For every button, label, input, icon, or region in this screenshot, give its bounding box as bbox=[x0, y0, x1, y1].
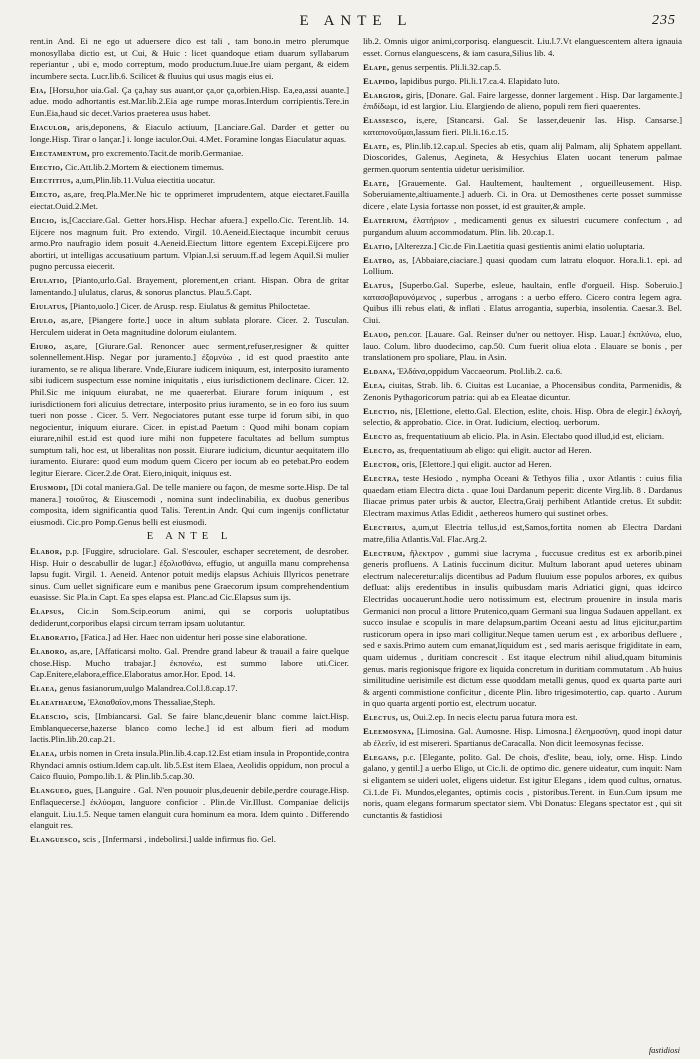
entry-headword: Elabor, bbox=[30, 546, 63, 557]
dictionary-entry bbox=[363, 445, 682, 457]
page-number: 235 bbox=[652, 13, 676, 28]
entry-text: as,are, [Piangere forte.] uoce in altum sublata plorare. Cicer. 2. Tusculan. Herculem uiderat in Oeta magnitudine dolorum eiulantem. bbox=[30, 314, 349, 337]
entry-headword: Electus, bbox=[363, 712, 399, 723]
entry-text: nis, [Elettione, eletto.Gal. Election, eslite, chois. Hisp. Obra de elegir.] ἐκλογή, selectio, & approbatio. Cice. in Orat. Iudicium, electioq. uerborum. bbox=[363, 405, 682, 428]
entry-headword: Elape, bbox=[363, 61, 390, 72]
entry-headword: Electra, bbox=[363, 473, 400, 484]
dictionary-entry bbox=[363, 115, 682, 138]
entry-text: oris, [Elettore.] qui eligit. auctor ad Heren. bbox=[401, 459, 552, 470]
entry-headword: Elegans, bbox=[363, 751, 399, 762]
entry-text: [Grauemente. Gal. Haultement, haultement , orgueilleusement. Hisp. Soberuiamente,altiuamente.] aduerb. Ci. in Ora. ut Demosthenes certe posset summisse dicere , elate Lysia fortasse non posset, id est grauiter,& ample. bbox=[363, 177, 682, 212]
dictionary-entry bbox=[30, 122, 349, 145]
dictionary-entry bbox=[363, 178, 682, 213]
dictionary-entry bbox=[30, 189, 349, 212]
dictionary-entry bbox=[363, 76, 682, 88]
right-column bbox=[363, 36, 682, 1051]
entry-text: ἤλεκτρον , gummi siue lacryma , fuccusue creditus est ex arborib.pinei generis profluens. A Latinis fuccinum dicitur. Multum laborant apud ueteres ubinam electrum naleceretur:alijs dicentibus ad Padum fluuium esse populos arbores, ex quibus defluat: alijs eredentibus in insulis quibusdam maris Adriatici gigni, quas idcirco Electridas uocauerunt.hodie uero notissimum est, electrum prouenire in insula maris Germanici non procul a littore Prutenico,quam Germani sua lingua Sudauen appellant. ex succo insulae e scopulis in mare delapsum,partim Oceani aestu ad litus ejicitur,partim rusticorum opera in ipso mari colligitur.Neque tamen uerum est , ex arboribus defluere , sed e saxis.Primo autem cum emanat,liquidum est , sed maris aerisque frigiditate in eam, quam uidemus , duritiam concrescit . Est itaque electrum nihil aliud,quam bituminis genus. maris regionisque frigore ex liquida concretum in duritiam commutatum . Ab huius similitudine uerisimile est dictum esse quoddam metalli genus, quod ex quarta parte auri & argenti commistione conficitur , dicente Plin. libro trigesimotertio, cap. quarto . Aurum in quo quarta argenti portio est, electrum uocatur. bbox=[363, 547, 682, 709]
entry-headword: Eiectio, bbox=[30, 161, 63, 172]
dictionary-entry bbox=[30, 834, 349, 846]
dictionary-entry bbox=[30, 683, 349, 695]
dictionary-entry bbox=[363, 280, 682, 326]
left-column bbox=[30, 36, 349, 1051]
entry-headword: Eiecto, bbox=[30, 189, 61, 200]
entry-headword: Eia, bbox=[30, 84, 47, 95]
dictionary-entry bbox=[363, 459, 682, 471]
entry-headword: Elaea, bbox=[30, 683, 58, 694]
entry-text: Cic.in Som.Scip.eorum animi, qui se corporis uoluptatibus dediderunt,corporibus elapsi circum terram ipsam uolutantur. bbox=[30, 606, 349, 628]
entry-headword: Elassesco, bbox=[363, 115, 407, 126]
entry-text: lib.2. Omnis uigor animi,corporisq. elanguescit. Liu.l.7.Vt elanguescentem altera ignauia esset. Cornus elanguescens, & iam casura,Silius lib. 4. bbox=[363, 36, 682, 58]
dictionary-entry bbox=[30, 697, 349, 709]
dictionary-entry bbox=[30, 85, 349, 120]
entry-headword: Elate, bbox=[363, 140, 390, 151]
dictionary-entry bbox=[30, 711, 349, 746]
header-title: E ANTE L bbox=[299, 13, 413, 29]
entry-headword: Eiectitius, bbox=[30, 175, 74, 186]
entry-headword: Elauo, bbox=[363, 328, 391, 339]
dictionary-entry bbox=[363, 380, 682, 403]
entry-headword: Elatro, bbox=[363, 254, 395, 265]
entry-text: genus serpentis. Pli.li.32.cap.5. bbox=[391, 61, 502, 72]
dictionary-entry bbox=[363, 329, 682, 364]
entry-headword: Elangueo, bbox=[30, 785, 73, 796]
entry-text: [Limosina. Gal. Aumosne. Hisp. Limosna.] ἐλεημοσύνη, quod inopi datur ab ἐλεεῖν, id est misereri. Spartianus deCaracalla. Non dicit leemosynas fecisse. bbox=[363, 726, 682, 748]
entry-headword: Elector, bbox=[363, 459, 400, 470]
entry-text: teste Hesiodo , nympha Oceani & Tethyos filia , uxor Atlantis : cuius filia quaedam etiam Electra dicta . quae Ioui Dardanum peperit: dicente Virg.lib. 8 . Dardanus Iliacae primus pater urbis & auctor, Electra,Graij perhibent Atlantide cretus. Et subdit: Electram maximus Atlas Edidit , aethereos humero qui sustinet orbes. bbox=[363, 473, 682, 518]
entry-text: as,are, freq.Pla.Mer.Ne hic te opprimeret imprudentem, atque eiectaret.Fauilla eiectat.Ouid.2.Met. bbox=[30, 189, 349, 212]
entry-text: as, [Abbaiare,ciaciare.] quasi quodam cum latratu eloquor. Hora.li.1. epi. ad Lollium. bbox=[363, 254, 682, 277]
entry-text: lapidibus purgo. Pli.li.17.ca.4. Elapidato luto. bbox=[399, 75, 560, 86]
entry-text: genus fasianorum,uulgo Malandrea.Col.l.8.cap.17. bbox=[59, 683, 238, 694]
entry-text: aris,deponens, & Eiaculo actiuum, [Lanciare.Gal. Darder et getter ou longe.Hisp. Tirar o lançar.] i. longe iaculor.Oui. 4.Met. Foramine longas Eiaculatur aquas. bbox=[30, 121, 349, 144]
catchword: fastidiosi bbox=[648, 1045, 680, 1055]
entry-headword: Eleemosyna, bbox=[363, 726, 415, 737]
entry-text: [Alterezza.] Cic.de Fin.Laetitia quasi gestientis animi elatio uoluptaria. bbox=[394, 240, 645, 251]
entry-headword: Elaeathaeum, bbox=[30, 697, 87, 708]
text-columns bbox=[30, 36, 682, 1051]
entry-text: p.c. [Elegante, polito. Gal. De chois, d'eslite, beau, ioly, orne. Hisp. Lindo galano, y gentil.] a uerbo Eligo, ut Cic.li. de optimo dic. genere uideatur, cum inquit: Nam si eligantem se uideri uolet, eligens uidetur. Est igitur Elegans , idem quod cultus, ornatus. Ci.1.de Fi. Mundos,elegantes, optimis cocis , pistoribus.Terent. in Eun.Cum ipsum me noris, quam elegans formarum spectator siem. Vbi Donatus: Elegans spectator est , qui sit cunctantis & fastidiosi bbox=[363, 751, 682, 820]
dictionary-entry bbox=[30, 785, 349, 831]
dictionary-entry bbox=[30, 162, 349, 174]
dictionary-entry bbox=[30, 315, 349, 338]
entry-text: [Pianto,urlo.Gal. Brayement, plorement,en criant. Hispan. Obra de gritar lamentando.] ululatus, clarus, & sonorus planctus. Plau.5.Capt. bbox=[30, 275, 349, 297]
section-heading: E ANTE L bbox=[146, 531, 233, 543]
dictionary-entry bbox=[363, 752, 682, 822]
entry-headword: Elaboro, bbox=[30, 645, 68, 656]
dictionary-entry bbox=[363, 141, 682, 176]
dictionary-entry bbox=[363, 548, 682, 710]
dictionary-entry bbox=[30, 748, 349, 783]
dictionary-entry bbox=[30, 646, 349, 681]
dictionary-entry bbox=[30, 36, 349, 82]
entry-text: a,um,ut Electria tellus,id est,Samos,fortita nomen ab Electra Dardani matre,filia Atlantis.Val. Flac.Arg.2. bbox=[363, 521, 682, 544]
dictionary-entry bbox=[30, 215, 349, 273]
entry-headword: Electrius, bbox=[363, 521, 406, 532]
entry-text: as, frequentatiuum ab elicio. Pla. in Asin. Electabo quod illud,id est, eliciam. bbox=[394, 431, 665, 442]
dictionary-entry bbox=[363, 62, 682, 74]
entry-headword: Elargior, bbox=[363, 89, 404, 100]
entry-text: as,are, [Affaticarsi molto. Gal. Prendre grand labeur & trauail a faire quelque chose.Hisp. Mucho trabajar.] ἐκπονέω, est summo labore uti.Cicer. Cap.Enitere,elabora,effice.Elaboratus amor.Hor. Epod. 14. bbox=[30, 645, 349, 680]
dictionary-entry bbox=[363, 255, 682, 278]
entry-text: pro excremento.Tacit.de morib.Germaniae. bbox=[92, 147, 244, 158]
entry-headword: Eiulo, bbox=[30, 314, 56, 325]
dictionary-entry bbox=[30, 175, 349, 187]
entry-text: Ἐλδάνα,oppidum Vaccaeorum. Ptol.lib.2. ca.6. bbox=[397, 366, 563, 377]
entry-text: [Fatica.] ad Her. Haec non uidentur heri posse sine elaboratione. bbox=[80, 631, 308, 642]
entry-headword: Elatio, bbox=[363, 240, 393, 251]
dictionary-entry bbox=[363, 522, 682, 545]
entry-headword: Elapido, bbox=[363, 75, 398, 86]
entry-text: p.p. [Fuggire, sdruciolare. Gal. S'escouler, eschaper secretement, de desrober. Hisp. Huir o descabullir de lugar.] ἐξολισθάνω, effugio, ut anguilla manu comprehensa lapsu fugit. Virgil. 1. Aeneid. Antenor potuit medijs elapsus Achiuis Illyricos penetrare sinus. Cum uellet significare eum e manibus pene Graecorum ipsum comprehendentium euasisse. Sic Pla.in Capt. Ea spes elapsa est. Planc.ad Cic.Elapsus sum ijs. bbox=[30, 546, 349, 603]
entry-headword: Elaea, bbox=[30, 748, 58, 759]
entry-headword: Eiulatio, bbox=[30, 275, 68, 286]
entry-headword: Eiulatus, bbox=[30, 300, 68, 311]
dictionary-entry bbox=[363, 712, 682, 724]
entry-text: giris, [Donare. Gal. Faire largesse, donner largement . Hisp. Dar largamente.] ἐπιδίδωμι, id est largior. Liu. Elargiendo de alieno, populi rem fieri quaerentes. bbox=[363, 89, 682, 112]
dictionary-entry bbox=[363, 90, 682, 113]
entry-headword: Elaterium, bbox=[363, 215, 408, 226]
entry-text: ciuitas, Strab. lib. 6. Ciuitas est Lucaniae, a Phocensibus condita, Parmenidis, & Zenonis Pythagoricorum patria: qui ab ea Eleatae dicuntur. bbox=[363, 380, 682, 402]
entry-text: gues, [Languire . Gal. N'en pouuoir plus,deuenir debile,perdre courage.Hisp. Enflaquecerse.] ἐκλύομαι, languore conficior . Plin.de Vir.Illust. Companiae delicijs elanguit. Liu.1.5. Neque tamen elanguit cura hominum ea mora. Idem quinto . Differendo elanguit res. bbox=[30, 785, 349, 831]
dictionary-entry bbox=[363, 215, 682, 238]
entry-headword: Elea, bbox=[363, 380, 386, 391]
entry-headword: Eiicio, bbox=[30, 215, 57, 226]
entry-headword: Elatus, bbox=[363, 280, 394, 291]
entry-text: ἐλατήριον , medicamenti genus ex siluestri cucumere confectum , ad purgandum aluum accommodatum. Plin. lib. 20.cap.1. bbox=[363, 215, 682, 237]
dictionary-entry bbox=[30, 275, 349, 298]
entry-text: [Di cotal maniera.Gal. De telle maniere ou façon, de mesme sorte.Hisp. De tal manera.] τοιοῦτος, & Eiuscemodi , nomina sunt indeclinabilia, ex duobus generibus composita, idem significantia quod Talis. Terent.in Andr. Qui cum ingenijs conflictatur eiusmodi. Cic.pro Pomp.Genus belli est eiusmodi. bbox=[30, 482, 349, 527]
entry-text: Cic.Att.lib.2.Mortem & eiectionem timemus. bbox=[65, 161, 224, 172]
dictionary-entry bbox=[30, 632, 349, 644]
dictionary-entry bbox=[30, 482, 349, 528]
dictionary-entry bbox=[363, 36, 682, 59]
entry-text: is,ere, [Stancarsi. Gal. Se lasser,deuenir las. Hisp. Cansarse.] καταπονοῦμαι,lassum fieri. Pli.li.16.c.15. bbox=[363, 115, 682, 137]
entry-text: pen.cor. [Lauare. Gal. Reinser du'ner ou nettoyer. Hisp. Lauar.] ἐκπλύνω, eluo, lauo. Colum. libro duodecimo, cap.50. Cum fuerit oliua elota . Elauare se bonis , per translationem pro spoliare, Plau. in Asin. bbox=[363, 328, 682, 363]
entry-text: Ἐλαιαθαῖον,mons Thessaliae,Steph. bbox=[88, 697, 216, 708]
entry-text: scis , [Infermarsi , indebolirsi.] ualde infirmus fio. Gel. bbox=[82, 834, 276, 845]
entry-text: as,are, [Giurare.Gal. Renoncer auec serment,refuser,resigner & quitter solennellement.Hisp. Negar por juramento.] ἐξομνύω , id est quod praestito ante iuramento, se re aliqua liberare. Vnde,Eiurare iudicem iniquum, est, interposito iuramento sibi iudicem suspectum esse nomine iniquitatis , eius iurisdictionem declinare. Cicer. 12. Phil.Sic me iniquum eiurabat, ne me quaererbat. Eiurare forum iniquum , est iurisdictionem fori alicuius detrectare, interposito prius iuramento, se in eo foro ius suum tueri non posse . Cicer. 5. Verr. Negociatores putant esse turpe id forum sibi, in quo negocientur, iniquum eiurare. Cicer. in epist.ad Paetum : Quod mihi bonam copiam eiurare,nihil est.id est quod iure mihi non fuppetere facultates ad bellum sumptus sumptum tali, hoc est, ut liberalitas non possit. Eiurare iudicium, dicuntur aequitatem illo iuramento. Eiurare: quod eum modum quem Cicero per iocum ab eo petebat.Pro eodem legitur Eierare. Cicer.2.de Orat. Eiero,iniquit, iniquus est. bbox=[30, 340, 349, 479]
entry-text: es, Plin.lib.12.cap.ul. Species ab etis, quam alij Palmam, alij Sphatem appellant. Dioscorides, Galenus, Aegineta, & Hesychius Elaten uocant tenerum palmae germen.quorum sententia uidetur uerisimilior. bbox=[363, 140, 682, 174]
entry-headword: Electrum, bbox=[363, 547, 406, 558]
entry-headword: Eiusmodi, bbox=[30, 482, 69, 493]
dictionary-entry bbox=[363, 431, 682, 443]
entry-text: us, Oui.2.ep. In necis electu parua futura mora est. bbox=[400, 712, 578, 723]
dictionary-entry bbox=[363, 473, 682, 519]
entry-text: [Superbo.Gal. Superbe, esleue, haultain, enfle d'orgueil. Hisp. Soberuio.] κατασοβαρυνόμενος , superbus , arrogans : a uerbo effero. Cicero contra legem agra. Quibus illi rebus elati, & inflati . Elatus arrogantia, superbia, insolentia. Caesar.3. Bel. Ciui. bbox=[363, 280, 682, 325]
dictionary-entry bbox=[363, 366, 682, 378]
entry-headword: Electo, bbox=[363, 445, 395, 456]
dictionary-entry bbox=[30, 606, 349, 629]
entry-headword: Eiuro, bbox=[30, 340, 57, 351]
entry-headword: Eiectamentum, bbox=[30, 147, 90, 158]
dictionary-entry bbox=[363, 726, 682, 749]
dictionary-entry bbox=[30, 546, 349, 604]
dictionary-entry bbox=[363, 406, 682, 429]
entry-text: as, frequentatiuum ab eligo: qui eligit. auctor ad Heren. bbox=[396, 445, 592, 456]
entry-text: [Horsu,hor uia.Gal. Ça ça,hay sus auant,or ça,or ça,orbien.Hisp. Ea,ea,assi auante.] adue. modo adhortantis est.Mar.lib.2.Eia age rumpe moras.Interdum corripientis.Tere.in Eun.Eia,haud sic decet.Varios praeterea usus habet. bbox=[30, 84, 349, 118]
dictionary-entry bbox=[363, 241, 682, 253]
entry-text: [Pianto,uolo.] Cicer. de Arusp. resp. Eiulatus & gemitus Philoctetae. bbox=[70, 300, 311, 311]
running-header bbox=[30, 6, 682, 36]
entry-headword: Elanguesco, bbox=[30, 834, 81, 845]
entry-headword: Elaboratio, bbox=[30, 631, 79, 642]
entry-headword: Eldana, bbox=[363, 366, 396, 377]
entry-text: scis, [Imbiancarsi. Gal. Se faire blanc,deuenir blanc comme laict.Hisp. Emblanquecerse,hazerse blanco como leche.] id est album fieri ad modum lactis.Plin.lib.20.cap.21. bbox=[30, 711, 349, 745]
entry-headword: Elapsus, bbox=[30, 606, 65, 617]
entry-text: a,um,Plin.lib.11.Vulua eiectitia uocatur. bbox=[75, 175, 216, 186]
entry-text: rent.in And. Ei ne ego ut aduersere dico est tali , tam bono.in metro plerumque monosyllaba dictio est, ut Cui, & Huic : licet quandoque etiam duarum syllabarum reperiantur , ubi e, modo correptum, modo productum.Iuue.Ire uiam pergant, & eidem incumbere secta. Lucr.lib.6. Scilicet & fluuius qui usus magis eius ei. bbox=[30, 36, 349, 81]
entry-headword: Electo bbox=[363, 431, 393, 442]
entry-text: is,[Cacciare.Gal. Getter hors.Hisp. Hechar afuera.] expello.Cic. Terent.lib. 14. Eijcere nos magnum fuit. Pro extendo. Virgil. 10.Aeneid.Eiectaque incumbit ceruus armo.Pro naufragio idem posuit 4.Aeneid.Eiectum littore egentem Excepi.Eijcere pro abortiri, ut intelligas accusatiuum partum. Vlpian.l.si seruum.ff.ad legem Aquil.Si mulier pugno percussa eiecerit. bbox=[30, 215, 349, 272]
dictionary-entry bbox=[30, 301, 349, 313]
entry-headword: Elaescio, bbox=[30, 711, 69, 722]
entry-headword: Electio, bbox=[363, 405, 398, 416]
dictionary-entry bbox=[30, 341, 349, 480]
entry-text: urbis nomen in Creta insula.Plin.lib.4.cap.12.Est etiam insula in Propontide,contra Rhyndaci amnis ostium.Idem cap.ult. lib.5.Est item Elaea, Aeolidis oppidum, non procul a Caico fluuio, Pompo.lib.1. & Plin.lib.5.cap.30. bbox=[30, 748, 349, 782]
entry-headword: Elate, bbox=[363, 177, 390, 188]
dictionary-entry bbox=[30, 148, 349, 160]
entry-headword: Eiaculor, bbox=[30, 121, 71, 132]
